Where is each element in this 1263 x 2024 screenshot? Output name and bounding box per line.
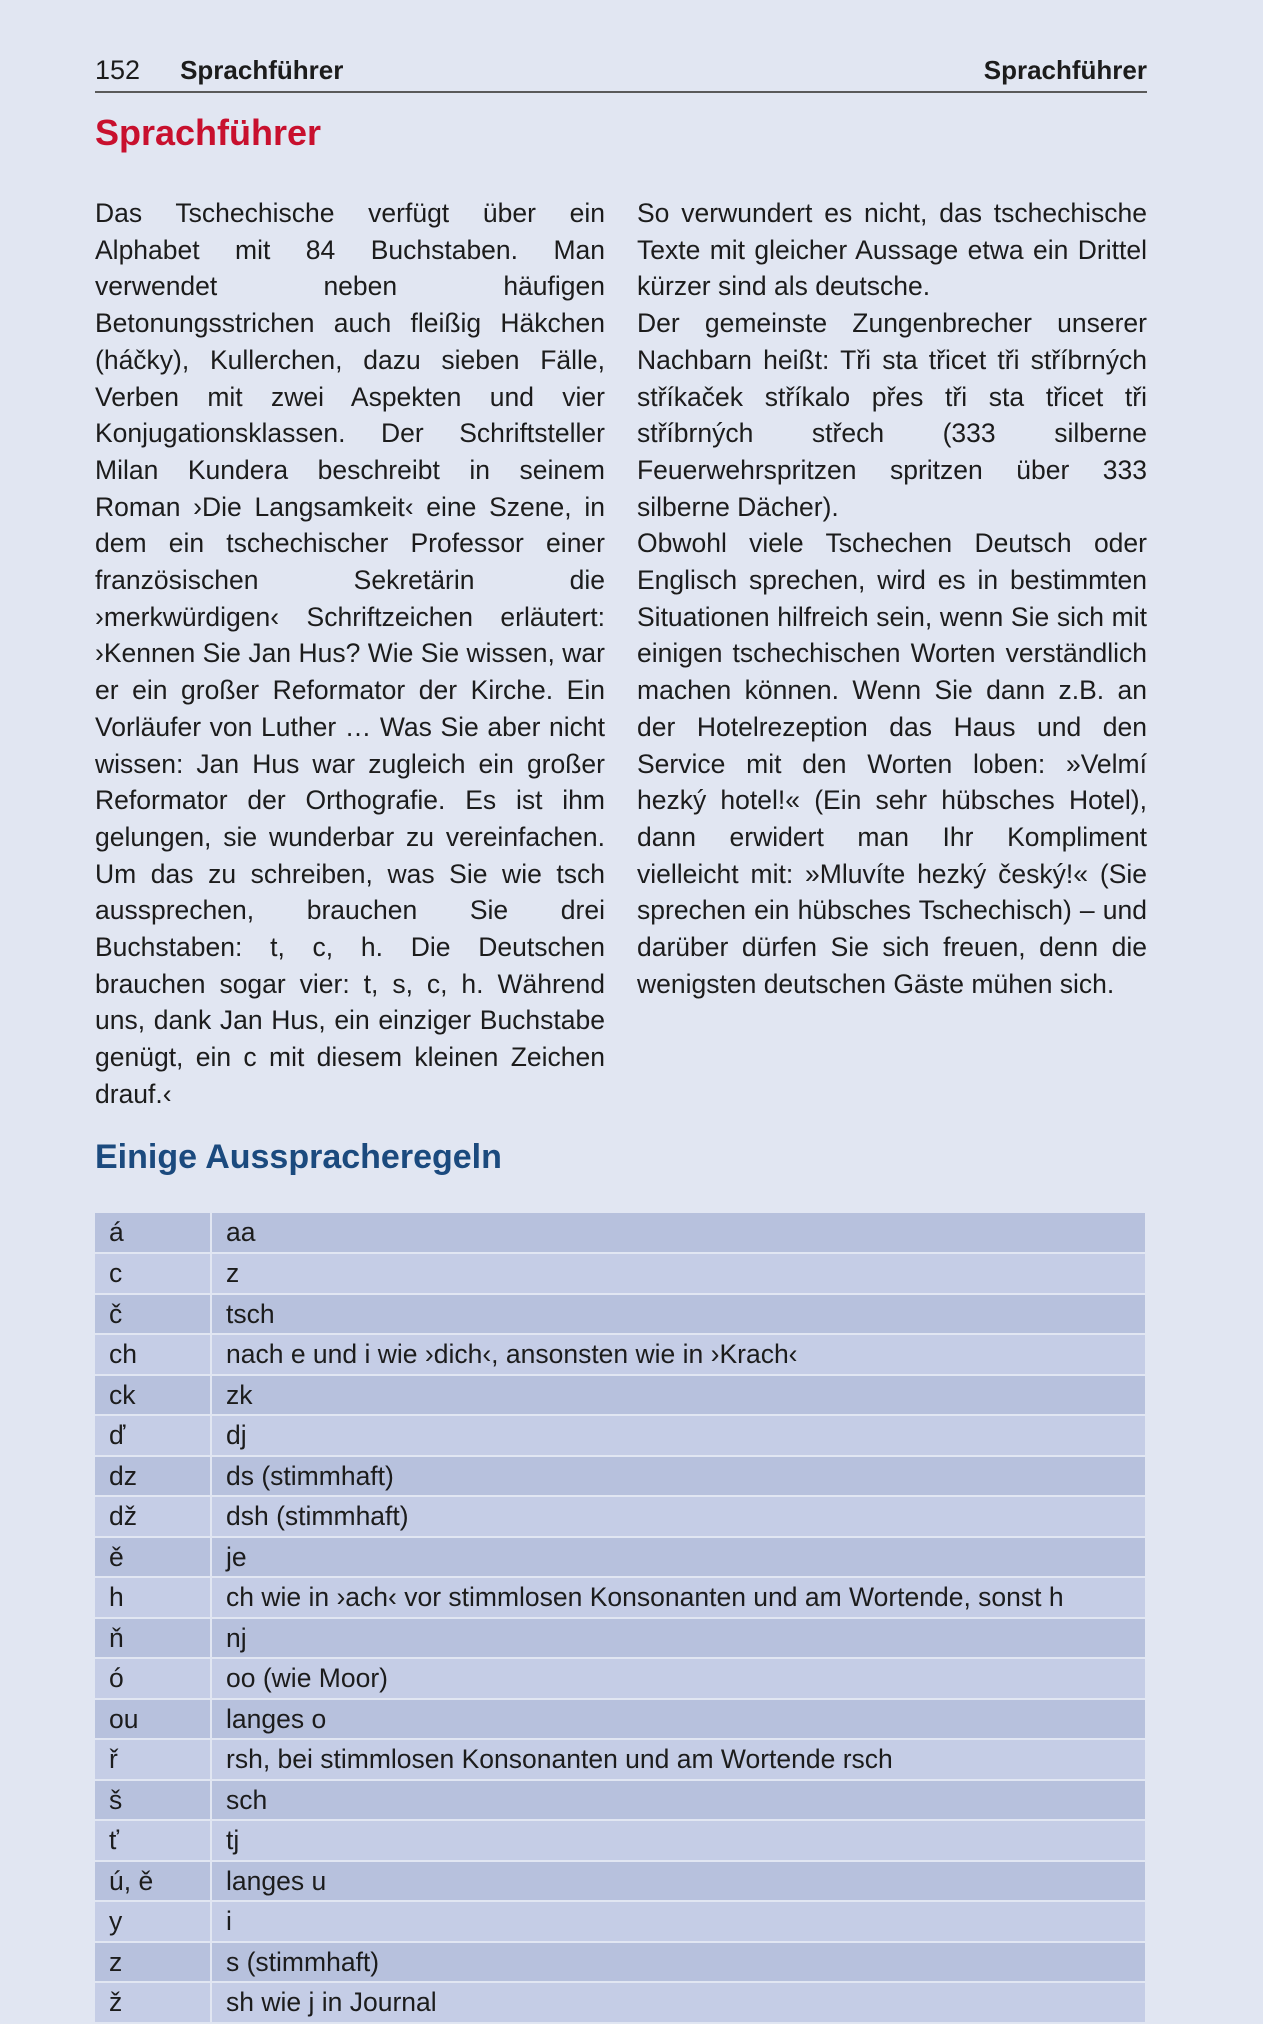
pronunciation-cell: tj [211,1820,1145,1861]
column-left [95,195,605,1113]
table-row [95,1699,1145,1740]
letter-cell: ž [95,1982,211,2023]
running-title-left: Sprachführer [180,55,344,85]
letter-cell: ch [95,1334,211,1375]
pronunciation-cell: langes o [211,1699,1145,1740]
table-row [95,1496,1145,1537]
pronunciation-cell: zk [211,1375,1145,1416]
pronunciation-cell: tsch [211,1294,1145,1335]
pronunciation-cell: ch wie in ›ach‹ vor stimmlosen Konsonanten und am Wortende, sonst h [211,1577,1145,1618]
table-row [95,1456,1145,1497]
pronunciation-cell: i [211,1901,1145,1942]
pronunciation-cell: je [211,1537,1145,1578]
letter-cell: ř [95,1739,211,1780]
table-row [95,1415,1145,1456]
column-right [637,195,1147,1113]
table-row [95,1618,1145,1659]
letter-cell: c [95,1253,211,1294]
letter-cell: dz [95,1456,211,1497]
table-row [95,1537,1145,1578]
letter-cell: ď [95,1415,211,1456]
table-row [95,1861,1145,1902]
pronunciation-cell: ds (stimmhaft) [211,1456,1145,1497]
pronunciation-cell: aa [211,1213,1145,1254]
letter-cell: z [95,1942,211,1983]
table-row [95,1253,1145,1294]
letter-cell: dž [95,1496,211,1537]
letter-cell: č [95,1294,211,1335]
paragraph: Obwohl viele Tschechen Deutsch oder Englisch sprechen, wird es in bestimmten Situationen hilfreich sein, wenn Sie sich mit einigen tschechischen Worten verständlich machen können. Wenn Sie dann z.B. an der Hotelrezeption das Haus und den Service mit den Worten loben: »Velmí hezký hotel!« (Ein sehr hübsches Hotel), dann erwidert man Ihr Kompliment vielleicht mit: »Mluvíte hezký český!« (Sie sprechen ein hübsches Tschechisch) – und darüber dürfen Sie sich freuen, denn die wenigsten deutschen Gäste mühen sich. [637,528,1147,999]
letter-cell: á [95,1213,211,1254]
table-row [95,1739,1145,1780]
pronunciation-cell: rsh, bei stimmlosen Konsonanten und am Wortende rsch [211,1739,1145,1780]
table-row [95,1780,1145,1821]
table-row [95,1942,1145,1983]
table-row [95,1577,1145,1618]
pronunciation-cell: z [211,1253,1145,1294]
table-row [95,1658,1145,1699]
table-row [95,1294,1145,1335]
table-row [95,1820,1145,1861]
pronunciation-cell: dj [211,1415,1145,1456]
table-row [95,1901,1145,1942]
pronunciation-cell: nj [211,1618,1145,1659]
pronunciation-cell: dsh (stimmhaft) [211,1496,1145,1537]
running-header [95,55,1147,93]
paragraph: So verwundert es nicht, das tschechische Texte mit gleicher Aussage etwa ein Drittel kürzer sind als deutsche. [637,198,1147,302]
book-page [95,55,1147,2024]
letter-cell: ť [95,1820,211,1861]
letter-cell: ú, ě [95,1861,211,1902]
letter-cell: ó [95,1658,211,1699]
section-title: Einige Ausspracheregeln [95,1137,502,1176]
text-columns [95,195,1147,1113]
paragraph: Der gemeinste Zungenbrecher unserer Nachbarn heißt: Tři sta třicet tři stříbrných stříkaček stříkalo přes tři sta třicet tři stříbrných střech (333 silberne Feuerwehrspritzen spritzen über 333 silberne Dächer). [637,308,1147,522]
letter-cell: y [95,1901,211,1942]
pronunciation-cell: nach e und i wie ›dich‹, ansonsten wie in ›Krach‹ [211,1334,1145,1375]
table-row [95,1982,1145,2023]
page-number: 152 [95,55,141,85]
pronunciation-cell: langes u [211,1861,1145,1902]
table-row [95,1334,1145,1375]
letter-cell: ou [95,1699,211,1740]
letter-cell: ě [95,1537,211,1578]
table-row [95,1213,1145,1254]
pronunciation-cell: sh wie j in Journal [211,1982,1145,2023]
page-title: Sprachführer [95,112,322,153]
letter-cell: ň [95,1618,211,1659]
paragraph: Das Tschechische verfügt über ein Alphabet mit 84 Buchstaben. Man verwendet neben häufigen Betonungsstrichen auch fleißig Häkchen (háčky), Kullerchen, dazu sieben Fälle, Verben mit zwei Aspekten und vier Konjugationsklassen. Der Schriftsteller Milan Kundera beschreibt in seinem Roman ›Die Langsamkeit‹ eine Szene, in dem ein tschechischer Professor einer französischen Sekretärin die ›merkwürdigen‹ Schriftzeichen erläutert: ›Kennen Sie Jan Hus? Wie Sie wissen, war er ein großer Reformator der Kirche. Ein Vorläufer von Luther … Was Sie aber nicht wissen: Jan Hus war zugleich ein großer Reformator der Orthografie. Es ist ihm gelungen, sie wunderbar zu vereinfachen. Um das zu schreiben, was Sie wie tsch aussprechen, brauchen Sie drei Buchstaben: t, c, h. Die Deutschen brauchen sogar vier: t, s, c, h. Während uns, dank Jan Hus, ein einziger Buchstabe genügt, ein c mit diesem kleinen Zeichen drauf.‹ [95,198,605,1109]
pronunciation-cell: sch [211,1780,1145,1821]
pronunciation-table [95,1213,1145,2024]
letter-cell: š [95,1780,211,1821]
running-header-left [95,55,343,86]
running-title-right: Sprachführer [983,55,1147,85]
letter-cell: ck [95,1375,211,1416]
pronunciation-cell: s (stimmhaft) [211,1942,1145,1983]
table-row [95,1375,1145,1416]
pronunciation-cell: oo (wie Moor) [211,1658,1145,1699]
letter-cell: h [95,1577,211,1618]
